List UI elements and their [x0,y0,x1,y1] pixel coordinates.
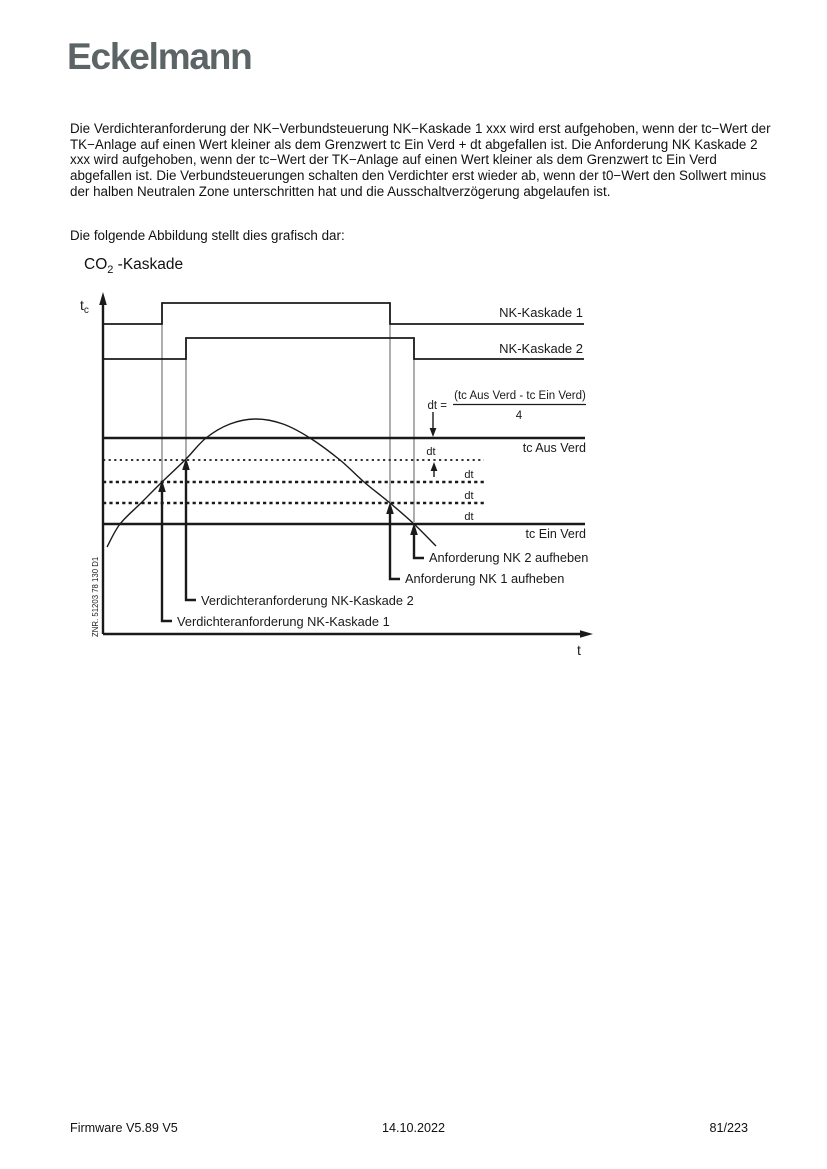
dt-label-2: dt [464,469,474,481]
dt-formula-numerator: (tc Aus Verd - tc Ein Verd) [454,390,586,402]
x-axis-arrowhead [580,630,593,638]
dt-label-4: dt [464,511,474,523]
figure-intro-text: Die folgende Abbildung stellt dies grafisch dar: [70,228,345,243]
body-paragraph: Die Verdichteranforderung der NK−Verbundsteuerung NK−Kaskade 1 xxx wird erst aufgehoben, wenn der tc−Wert der TK−Anlage auf einen Wert kleiner als dem Grenzwert tc Ein Verd + dt abgefallen ist. Die Anforderung NK Kaskade 2 xxx wird aufgehoben, wenn der tc−Wert der TK−Anlage auf einen Wert kleiner als dem Grenzwert tc Ein Verd abgefallen ist. Die Verbundsteuerungen schalten den Verdichter erst wieder ab, wenn der t0−Wert den Sollwert minus der halben Neutralen Zone unterschritten hat und die Ausschaltverzögerung abgelaufen ist. [70,121,771,199]
tc-aus-verd-label: tc Aus Verd [522,441,586,455]
tc-ein-verd-label: tc Ein Verd [525,527,586,541]
verdichteranforderung-nk1-connector [162,490,172,621]
figure-title-subscript: 2 [107,264,114,276]
footer-date: 14.10.2022 [381,1121,446,1135]
znr-drawing-number: ZNR. 51203 78 130 D1 [91,556,100,637]
annotation-verdichteranforderung-nk1: Verdichteranforderung NK-Kaskade 1 [177,614,390,629]
annotation-verdichteranforderung-nk2: Verdichteranforderung NK-Kaskade 2 [201,593,414,608]
x-axis-label: t [577,642,581,658]
dt-formula-lhs: dt = [427,400,447,412]
dt-formula-down-arrowhead [430,428,437,437]
dt-up-arrowhead [431,462,438,471]
dt-gridlines [103,460,484,503]
annotation-anforderung-nk1: Anforderung NK 1 aufheben [405,571,565,586]
footer-page-number: 81/223 [709,1121,748,1135]
y-axis-arrowhead [99,292,107,305]
anforderung-nk2-connector [414,534,424,558]
nk-kaskade-1-label: NK-Kaskade 1 [499,305,583,320]
company-logo: Eckelmann [67,36,252,77]
dt-label-1: dt [426,446,436,458]
annotation-anforderung-nk2: Anforderung NK 2 aufheben [429,550,589,565]
anforderung-nk1-connector [390,512,400,579]
verdichteranforderung-nk2-connector [186,468,196,600]
nk-kaskade-2-label: NK-Kaskade 2 [499,341,583,356]
y-axis-label: $t_c$ [80,297,89,316]
dt-formula [427,390,586,477]
figure-title-prefix: CO [84,256,108,273]
dt-label-3: dt [464,490,474,502]
dt-formula-denominator: 4 [515,410,523,422]
figure-title-suffix: -Kaskade [113,256,184,273]
footer-firmware: Firmware V5.89 V5 [70,1121,178,1135]
